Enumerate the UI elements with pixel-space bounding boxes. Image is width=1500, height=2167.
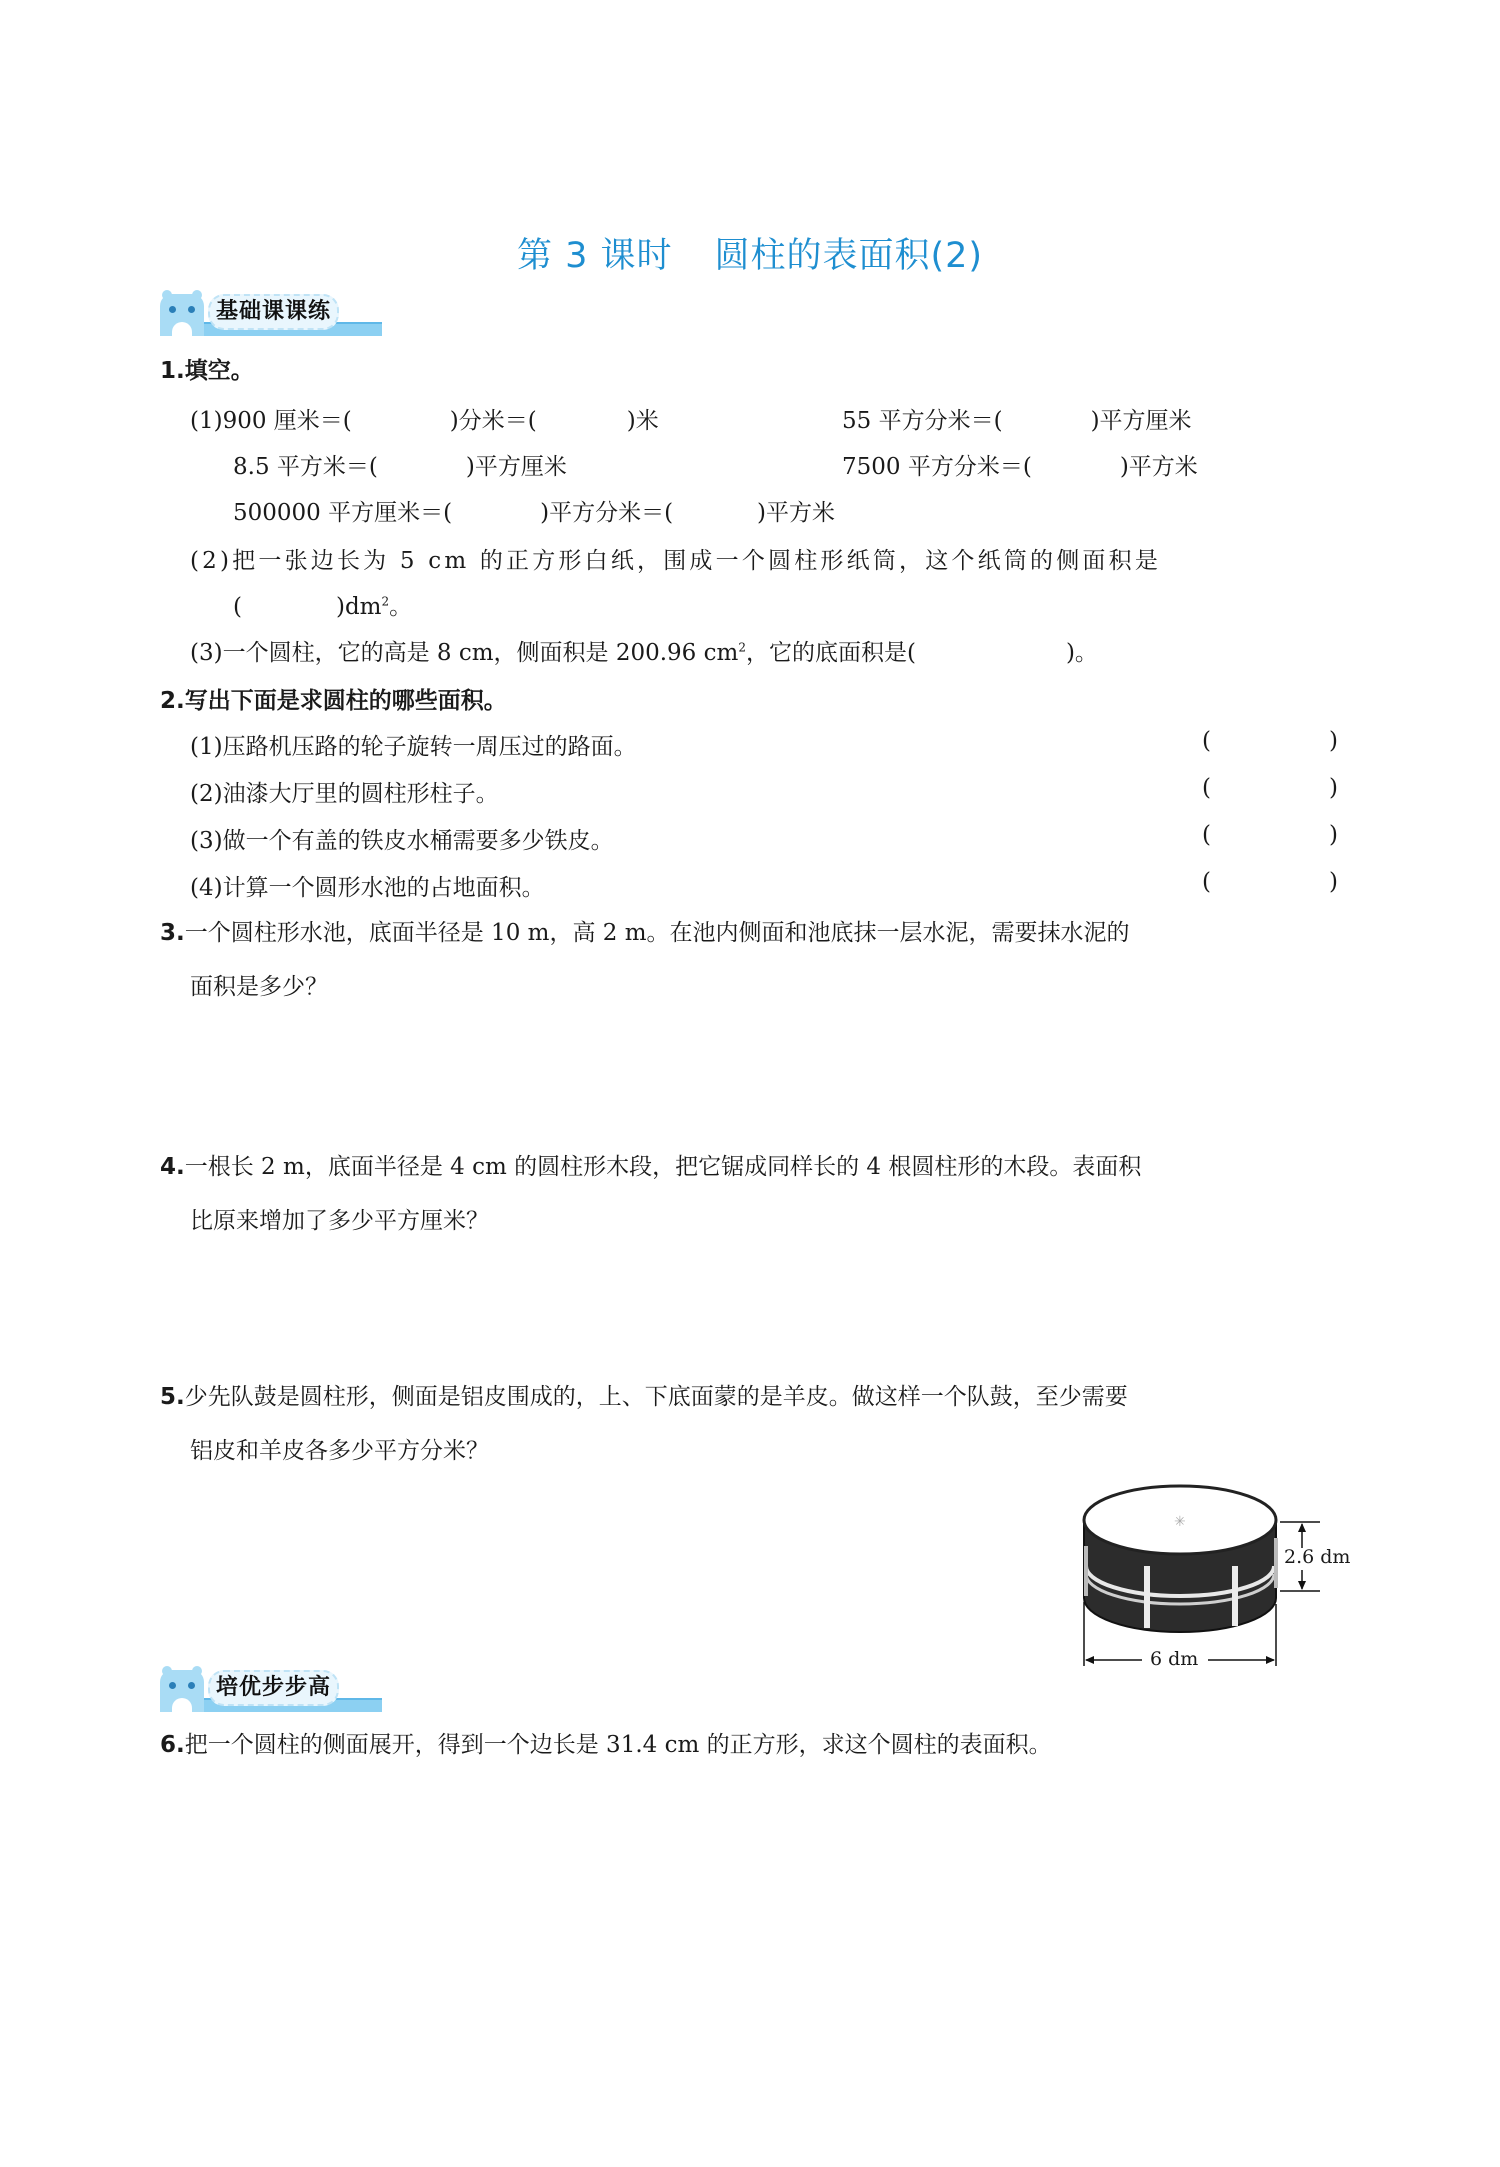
question-4: 4.一根长 2 m，底面半径是 4 cm 的圆柱形木段，把它锯成同样长的 4 根圆柱形的木段。表面积 [160, 1154, 1142, 1180]
svg-text:✳: ✳ [1174, 1514, 1186, 1530]
section-label: 基础课课练 [208, 294, 339, 330]
drum-height-label: 2.6 dm [1284, 1546, 1351, 1568]
question-3-line2: 面积是多少？ [190, 974, 328, 1000]
question-1-heading: 1.填空。 [160, 358, 254, 384]
q2-item-2: (2)油漆大厅里的圆柱形柱子。 [190, 781, 499, 807]
q1-row3: 500000 平方厘米＝( )平方分米＝( )平方米 [233, 500, 836, 526]
question-6: 6.把一个圆柱的侧面展开，得到一个边长是 31.4 cm 的正方形，求这个圆柱的表面积。 [160, 1732, 1052, 1758]
q2-answer-2[interactable]: ( ) [1202, 775, 1338, 801]
question-5: 5.少先队鼓是圆柱形，侧面是铝皮围成的，上、下底面蒙的是羊皮。做这样一个队鼓，至少需要 [160, 1384, 1128, 1410]
page-title [0, 228, 1500, 278]
q1-part3: (3)一个圆柱，它的高是 8 cm，侧面积是 200.96 $cm^2$，它的底面积是( )。 [190, 640, 1098, 666]
q2-answer-3[interactable]: ( ) [1202, 822, 1338, 848]
drum-diameter-label: 6 dm [1150, 1648, 1199, 1670]
question-5-line2: 铝皮和羊皮各多少平方分米？ [190, 1438, 489, 1464]
q2-answer-1[interactable]: ( ) [1202, 728, 1338, 754]
q1-part2-line2: ( )$dm^2$。 [233, 594, 413, 620]
q2-item-4: (4)计算一个圆形水池的占地面积。 [190, 875, 545, 901]
q2-item-3: (3)做一个有盖的铁皮水桶需要多少铁皮。 [190, 828, 614, 854]
bear-mascot-icon [160, 294, 204, 336]
question-4-line2: 比原来增加了多少平方厘米？ [190, 1208, 489, 1234]
lesson-topic: 圆柱的表面积(2) [714, 236, 984, 276]
bear-mascot-icon [160, 1670, 204, 1712]
q2-item-1: (1)压路机压路的轮子旋转一周压过的路面。 [190, 734, 637, 760]
q1-row1-right: 55 平方分米＝( )平方厘米 [842, 408, 1192, 434]
drum-illustration-icon [1070, 1480, 1370, 1680]
section-label: 培优步步高 [208, 1670, 339, 1706]
lesson-number: 第 3 课时 [516, 236, 673, 276]
q1-row2-left: 8.5 平方米＝( )平方厘米 [233, 454, 567, 480]
question-2-heading: 2.写出下面是求圆柱的哪些面积。 [160, 688, 507, 714]
question-3: 3.一个圆柱形水池，底面半径是 10 m，高 2 m。在池内侧面和池底抹一层水泥，需要抹水泥的 [160, 920, 1130, 946]
section-badge-basic [160, 292, 382, 336]
q1-part2-line1: (2)把一张边长为 5 cm 的正方形白纸，围成一个圆柱形纸筒，这个纸筒的侧面积是 [190, 548, 1162, 574]
q1-row1-left: (1)900 厘米＝( )分米＝( )米 [190, 408, 659, 434]
q1-row2-right: 7500 平方分米＝( )平方米 [842, 454, 1198, 480]
q2-answer-4[interactable]: ( ) [1202, 869, 1338, 895]
section-badge-advanced [160, 1668, 382, 1712]
drum-figure [1070, 1480, 1370, 1680]
